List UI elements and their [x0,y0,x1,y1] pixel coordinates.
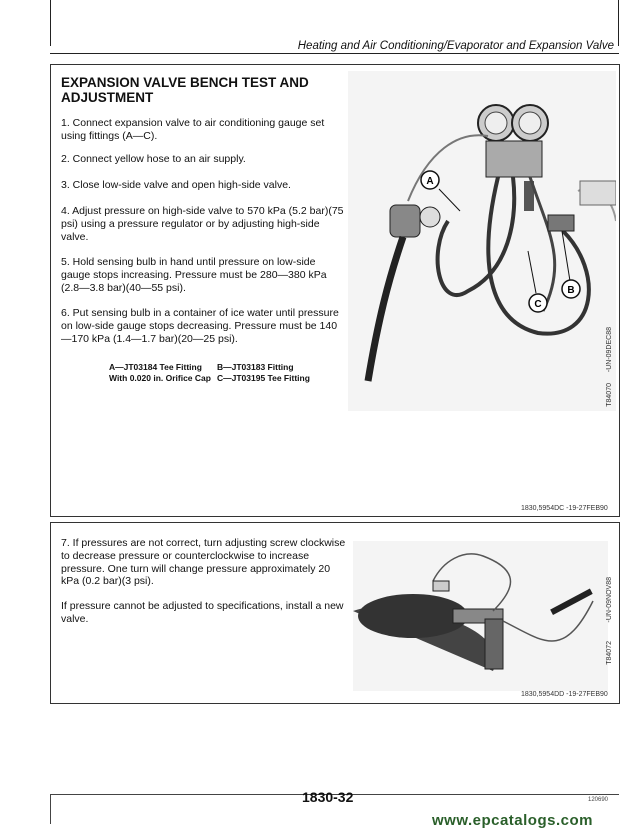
watermark-link[interactable]: www.epcatalogs.com [432,812,593,829]
callout-c: C [534,299,542,310]
header-rule [50,53,619,54]
section-footer-code-2: 1830,5954DD -19-27FEB90 [521,691,608,698]
legend-item-b: B—JT03183 Fitting [217,362,294,372]
gauge-set-photo [348,71,616,411]
right-margin-rule [618,0,619,46]
fitting-legend [109,362,310,383]
callout-a: A [426,176,434,187]
legend-item-c: C—JT03195 Tee Fitting [217,372,310,383]
step-2: 2. Connect yellow hose to an air supply. [61,153,246,165]
step-8: If pressure cannot be adjusted to specifications, install a new valve. [61,600,344,625]
step-3: 3. Close low-side valve and open high-side valve. [61,179,291,191]
adjustment-illustration [353,541,608,691]
section-adjustment [50,522,620,704]
figure-number-1: T84070 [606,383,613,407]
section-footer-code-1: 1830,5954DC -19-27FEB90 [521,505,608,512]
figure-code-1: -UN-09DEC88 [606,327,613,373]
left-margin-rule [50,0,51,46]
step-1: 1. Connect expansion valve to air conditioning gauge set using fittings (A—C). [61,117,325,142]
figure-code-2: -UN-09NOV88 [606,577,613,623]
callout-b: B [567,285,575,296]
legend-item-a: A—JT03184 Tee Fitting With 0.020 in. Orifice Cap [109,362,211,383]
gauge-set-illustration [348,71,616,411]
section-expansion-valve-test [50,64,620,517]
step-5: 5. Hold sensing bulb in hand until pressure on low-side gauge stops increasing. Pressure must be 280—380 kPa (2.8—3.8 bar)(40—55 psi). [61,256,327,294]
page-header-title: Heating and Air Conditioning/Evaporator and Expansion Valve [297,40,614,52]
figure-number-2: T84072 [606,641,613,665]
section-heading: EXPANSION VALVE BENCH TEST AND ADJUSTMENT [61,75,309,105]
adjustment-photo [353,541,608,691]
page-number: 1830-32 [302,789,354,805]
legend-item-b-c [217,362,310,383]
footer-margin-rule [50,794,51,824]
page-code: 120690 [588,797,609,803]
step-6: 6. Put sensing bulb in a container of ice water until pressure on low-side gauge stops decreasing. Pressure must be 140—170 kPa (1.4—1.7 bar)(20—25 psi). [61,307,339,345]
step-7: 7. If pressures are not correct, turn adjusting screw clockwise to decrease pressure or counterclockwise to increase pressure. One turn will change pressure approximately 20 kPa (0.2 bar)(3 psi). [61,537,346,588]
step-4: 4. Adjust pressure on high-side valve to 570 kPa (5.2 bar)(75 psi) using a pressure regulator or by adjusting high-side valve. [61,205,344,243]
